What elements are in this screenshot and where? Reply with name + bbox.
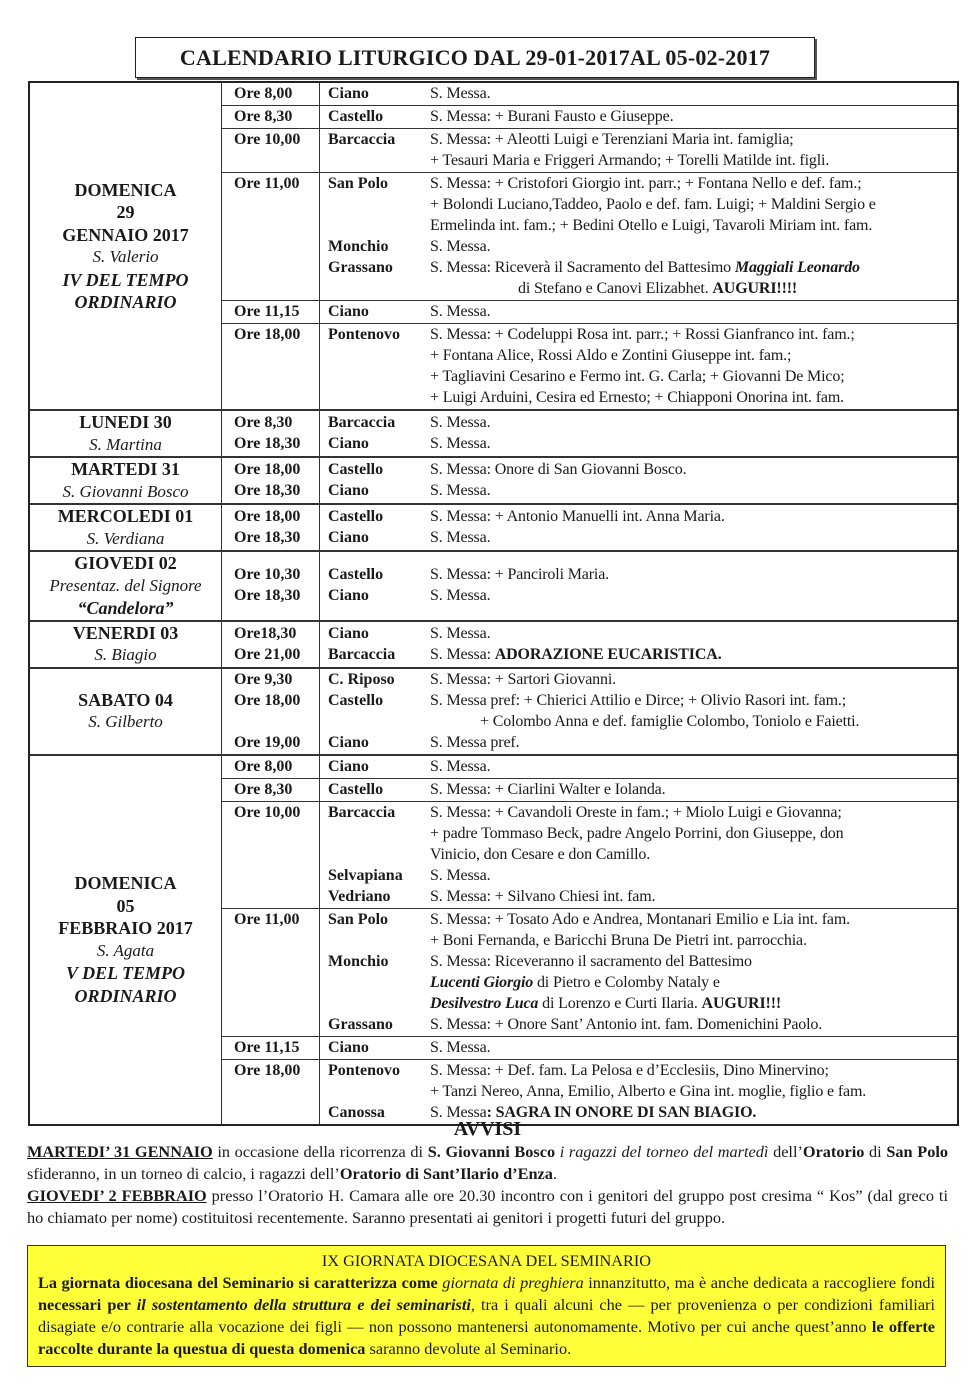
mass-intentions: + Tagliavini Cesarino e Fermo int. G. Carla; + Giovanni De Mico; [430,368,845,385]
mass-intentions: S. Messa. [430,866,491,884]
mass-intentions: S. Messa. [430,529,491,546]
mass-intentions: S. Messa. [430,587,491,605]
mass-intentions: Ermelinda int. fam.; + Bedini Otello e Luigi, Tavaroli Miriam int. fam. [430,217,873,234]
mass-intentions: + Bolondi Luciano,Taddeo, Paolo e def. fam. Luigi; + Maldini Sergio e [430,196,876,213]
mass-list [222,756,957,1124]
calendar-title: CALENDARIO LITURGICO DAL 29-01-2017AL 05-02-2017 [135,37,815,78]
mass-time [222,972,320,993]
text-segment: S. Messa [430,1103,487,1121]
day-label-line: S. Valerio [92,247,159,266]
mass-intentions: + Fontana Alice, Rossi Aldo e Zontini Giuseppe int. fam.; [430,347,792,364]
text-segment: . [552,1164,557,1183]
mass-line [222,623,957,644]
mass-time-block [222,756,957,779]
mass-line [222,886,957,907]
mass-time: Ore 18,30 [234,482,301,499]
text-segment: di Stefano e Canovi Elizabhet. [518,280,713,297]
mass-place: Grassano [328,259,393,276]
mass-intentions: S. Messa: + Sartori Giovanni. [430,670,616,688]
mass-time [222,865,320,886]
mass-list [222,505,957,550]
mass-line [222,129,957,150]
mass-line [222,711,957,732]
day-label-line: MERCOLEDI 01 [57,506,194,526]
mass-time [222,150,320,171]
day-label-line: MARTEDI 31 [71,459,180,479]
mass-time: Ore 18,00 [234,326,301,343]
mass-intentions: + Colombo Anna e def. famiglie Colombo, Toniolo e Faietti. [480,712,860,730]
mass-intentions: + padre Tommaso Beck, padre Angelo Porrini, don Giuseppe, don [430,824,844,842]
mass-line [222,732,957,753]
text-segment: i ragazzi del torneo del martedì [559,1142,769,1161]
mass-time-block [222,301,957,324]
mass-line [222,644,957,665]
mass-place: Monchio [328,952,389,970]
mass-intentions: S. Messa: + Def. fam. La Pelosa e d’Ecclesiis, Dino Minervino; [430,1061,829,1079]
text-segment: saranno devolute al Seminario. [365,1339,572,1358]
mass-time: Ore 10,00 [234,131,301,148]
mass-line [222,106,957,127]
mass-time: Ore 10,00 [234,803,301,821]
mass-time: Ore 18,00 [234,461,301,478]
mass-intentions [428,972,957,993]
mass-time: Ore 18,30 [234,529,301,546]
mass-place: Ciano [328,85,369,102]
mass-time: Ore 11,00 [234,910,300,928]
mass-place: Ciano [328,733,369,751]
seminary-title: IX GIORNATA DIOCESANA DEL SEMINARIO [321,1251,652,1270]
mass-line [222,1037,957,1058]
day-label-line: S. Gilberto [88,712,163,731]
mass-intentions: + Tesauri Maria e Friggeri Armando; + Torelli Matilde int. figli. [430,152,830,169]
mass-line [222,257,957,278]
day-label-line: DOMENICA [74,873,177,893]
text-segment: sfideranno, in un torneo di calcio, i ragazzi dell’ [27,1164,340,1183]
mass-time: Ore 8,00 [234,757,293,775]
text-segment: La giornata diocesana del Seminario si caratterizza come [38,1273,443,1292]
mass-line [222,433,957,454]
day-label-line: ORDINARIO [74,985,177,1006]
liturgical-calendar-table [28,81,959,1126]
mass-place: Ciano [328,529,369,546]
day-row [30,411,957,458]
mass-time [222,366,320,387]
text-segment: necessari per [38,1295,137,1314]
day-label-line: GENNAIO 2017 [62,224,189,245]
text-segment: AUGURI!!!! [712,280,798,297]
mass-time [222,257,320,278]
text-segment: Desilvestro Luca [430,994,539,1012]
mass-place: Pontenovo [328,1061,400,1079]
day-row [30,505,957,552]
notices-section [27,1117,948,1229]
mass-time [222,278,320,299]
mass-intentions: S. Messa: + Onore Sant’ Antonio int. fam. Domenichini Paolo. [430,1015,823,1033]
mass-place [320,823,428,844]
mass-intentions: S. Messa. [430,303,491,320]
mass-line [222,669,957,690]
mass-place: C. Riposo [328,670,395,688]
day-label [30,756,222,1124]
mass-time [222,345,320,366]
mass-line [222,1060,957,1081]
mass-intentions: S. Messa: + Aleotti Luigi e Terenziani Maria int. famiglia; [430,131,794,148]
day-row [30,83,957,411]
mass-line [222,585,957,606]
mass-time-block [222,623,957,666]
mass-intentions: S. Messa. [430,238,491,255]
mass-time [222,930,320,951]
mass-place: Ciano [328,624,369,642]
text-segment: MARTEDI’ 31 GENNAIO [27,1142,213,1161]
text-segment: AUGURI!!! [701,994,782,1012]
mass-time-block [222,669,957,754]
mass-intentions: S. Messa: + Tosato Ado e Andrea, Montanari Emilio e Lia int. fam. [430,910,851,928]
day-label [30,669,222,754]
mass-intentions: + Boni Fernanda, e Baricchi Bruna De Pietri int. parrocchia. [430,931,807,949]
mass-place [320,930,428,951]
mass-time: Ore 18,00 [234,691,301,709]
mass-time: Ore 11,15 [234,303,300,320]
mass-list [222,669,957,754]
mass-intentions: S. Messa: + Codeluppi Rosa int. parr.; + Rossi Gianfranco int. fam.; [430,326,855,343]
day-label-line: “Candelora” [77,598,174,618]
mass-place: San Polo [328,175,389,192]
day-label-line: VENERDI 03 [72,622,179,643]
mass-line [222,993,957,1014]
mass-time [222,387,320,408]
mass-time: Ore 8,30 [234,780,293,798]
mass-time: Ore 8,00 [234,85,293,102]
mass-line [222,194,957,215]
mass-place: Castello [328,461,384,478]
mass-intentions: S. Messa. [430,624,491,642]
mass-intentions: S. Messa: + Silvano Chiesi int. fam. [430,887,656,905]
mass-intentions: S. Messa: Riceveranno il sacramento del Battesimo [430,952,752,970]
mass-time [222,1081,320,1102]
mass-line [222,278,957,299]
text-segment: S. Messa: Riceverà il Sacramento del Battesimo [430,259,735,276]
mass-line [222,690,957,711]
mass-line [222,1081,957,1102]
notices-title: AVVISI [453,1118,522,1140]
mass-intentions: S. Messa: + Antonio Manuelli int. Anna Maria. [430,508,725,525]
mass-line [222,173,957,194]
day-label-line: S. Agata [96,940,155,960]
day-row [30,669,957,756]
mass-time [222,823,320,844]
mass-time-block [222,564,957,607]
mass-list [222,552,957,620]
mass-time-block [222,909,957,1037]
mass-list [222,411,957,456]
mass-place [320,194,428,215]
mass-intentions: S. Messa. [430,1038,491,1056]
day-label-line: S. Verdiana [86,528,165,548]
mass-place: Ciano [328,435,369,452]
text-segment: in occasione della ricorrenza di [212,1142,428,1161]
mass-time-block [222,1060,957,1124]
mass-place: Monchio [328,238,389,255]
mass-time [222,993,320,1014]
mass-time-block [222,459,957,502]
mass-place: San Polo [328,910,389,928]
mass-intentions [428,644,957,665]
mass-line [222,844,957,865]
text-segment: giornata di preghiera [442,1273,584,1292]
mass-place [320,1081,428,1102]
mass-time-block [222,506,957,549]
mass-time: Ore 19,00 [234,733,301,751]
mass-time [222,215,320,236]
mass-time [222,711,320,732]
mass-time: Ore 9,30 [234,670,293,688]
text-segment: Maggiali Leonardo [734,259,860,276]
mass-time-block [222,324,957,409]
mass-time [222,844,320,865]
mass-intentions: S. Messa: Onore di San Giovanni Bosco. [430,461,687,478]
mass-line [222,930,957,951]
mass-time: Ore18,30 [234,624,297,642]
mass-place: Pontenovo [328,326,400,343]
mass-intentions: + Luigi Arduini, Cesira ed Ernesto; + Chiapponi Onorina int. fam. [430,389,845,406]
mass-place: Selvapiana [328,866,403,884]
text-segment: San Polo [886,1142,949,1161]
text-segment: S. Giovanni Bosco [427,1142,556,1161]
text-segment: Lucenti Giorgio [430,973,534,991]
mass-place: Barcaccia [328,803,396,821]
text-segment: S. Messa: [430,645,495,663]
mass-time-block [222,412,957,455]
mass-intentions: S. Messa. [430,757,491,775]
day-row [30,756,957,1124]
mass-line [222,823,957,844]
day-label-line: DOMENICA [74,179,177,200]
mass-time [222,951,320,972]
mass-place: Castello [328,108,384,125]
day-label-line: SABATO 04 [78,689,173,710]
mass-place: Castello [328,780,384,798]
mass-place: Ciano [328,1038,369,1056]
mass-place [320,366,428,387]
mass-place: Castello [328,691,384,709]
day-label [30,458,222,503]
day-label-line: FEBBRAIO 2017 [58,918,193,938]
mass-line [222,345,957,366]
mass-place [320,993,428,1014]
mass-intentions: S. Messa pref: + Chierici Attilio e Dirce; + Olivio Rasori int. fam.; [430,691,847,709]
mass-line [222,215,957,236]
mass-intentions: Vinicio, don Cesare e don Camillo. [430,845,651,863]
mass-line [222,83,957,104]
mass-line [222,459,957,480]
mass-intentions: S. Messa. [430,414,491,431]
mass-place: Barcaccia [328,414,396,431]
mass-place: Barcaccia [328,645,396,663]
mass-place [320,711,428,732]
day-label-line: ORDINARIO [74,292,177,312]
day-label-line: S. Giovanni Bosco [62,481,189,501]
mass-intentions: S. Messa: + Ciarlini Walter e Iolanda. [430,780,666,798]
day-label-line: S. Biagio [94,645,157,664]
mass-time-block [222,83,957,106]
mass-time: Ore 8,30 [234,108,293,125]
day-row [30,622,957,669]
day-label [30,552,222,620]
mass-line [222,1014,957,1035]
mass-time [222,236,320,257]
seminary-day-box [27,1245,946,1367]
text-segment: di Lorenzo e Curti Ilaria. [538,994,702,1012]
mass-time: Ore 18,30 [234,435,301,452]
mass-line [222,802,957,823]
text-segment: le offerte raccolte durante la questua di questa domenica [38,1317,935,1358]
mass-place: Ciano [328,587,369,605]
text-segment: dell’ [768,1142,803,1161]
text-segment: innanzitutto, ma è anche dedicata a raccogliere fondi [583,1273,935,1292]
mass-place [320,215,428,236]
mass-time-block [222,129,957,173]
day-label-line: 29 [116,202,135,222]
text-segment: di [864,1142,887,1161]
seminary-body [38,1272,935,1360]
mass-line [222,324,957,345]
text-segment: , tra i quali alcuni che — per provenienza o per condizioni familiari disagiate e/o contrarie alla vocazione dei figli — non possono mantenersi autonomamente. Motivo per cui anche quest’anno [38,1295,935,1336]
mass-line [222,236,957,257]
mass-line [222,779,957,800]
mass-place: Barcaccia [328,131,396,148]
mass-list [222,458,957,503]
mass-time [222,1014,320,1035]
text-segment: presso l’Oratorio H. Camara alle ore 20.30 incontro con i genitori del gruppo post cresima “ Kos” (dal greco ti ho chiamato per nome) costituitosi recentemente. Saranno presentati ai genitori i progetti futuri del gruppo. [27,1186,948,1227]
mass-line [222,972,957,993]
day-label-line: 05 [116,895,135,916]
mass-time-block [222,802,957,909]
notice-paragraph [27,1185,948,1229]
day-label [30,505,222,550]
mass-intentions: S. Messa pref. [430,733,520,751]
text-segment: Oratorio di Sant’Ilario d’Enza [339,1164,553,1183]
text-segment: di Pietro e Colomby Nataly e [533,973,720,991]
mass-time: Ore 10,30 [234,566,301,584]
mass-line [222,412,957,433]
mass-time [222,194,320,215]
mass-line [222,564,957,585]
day-label-line: Presentaz. del Signore [49,575,202,595]
mass-place: Ciano [328,482,369,499]
day-label [30,411,222,456]
text-segment: ADORAZIONE EUCARISTICA. [494,645,722,663]
mass-line [222,301,957,322]
mass-line [222,366,957,387]
text-segment: GIOVEDI’ 2 FEBBRAIO [27,1186,207,1205]
day-label-line: LUNEDI 30 [79,412,172,432]
day-row [30,458,957,505]
mass-intentions [428,993,957,1014]
mass-line [222,951,957,972]
mass-time-block [222,106,957,129]
mass-time: Ore 18,30 [234,587,301,605]
mass-place [320,387,428,408]
mass-time [222,886,320,907]
mass-intentions: S. Messa: + Panciroli Maria. [430,566,610,584]
mass-intentions: + Tanzi Nereo, Anna, Emilio, Alberto e Gina int. moglie, figlio e fam. [430,1082,867,1100]
mass-place [320,972,428,993]
text-segment: Oratorio [802,1142,865,1161]
mass-line [222,387,957,408]
day-label [30,622,222,667]
mass-time: Ore 21,00 [234,645,301,663]
mass-place: Canossa [328,1103,385,1121]
mass-time-block [222,173,957,301]
mass-time: Ore 11,15 [234,1038,300,1056]
day-row [30,552,957,622]
text-segment: il sostentamento della struttura e dei seminaristi [136,1295,471,1314]
mass-time-block [222,779,957,802]
mass-line [222,150,957,171]
day-label-line: IV DEL TEMPO [62,269,189,290]
mass-time: Ore 11,00 [234,175,300,192]
mass-line [222,756,957,777]
mass-place [320,278,428,299]
mass-place [320,150,428,171]
mass-place: Ciano [328,303,369,320]
mass-place: Grassano [328,1015,393,1033]
mass-place: Vedriano [328,887,391,905]
day-label [30,83,222,409]
day-label-line: GIOVEDI 02 [74,553,177,573]
mass-place: Castello [328,566,384,584]
mass-intentions [428,278,957,299]
mass-line [222,527,957,548]
day-label-line: S. Martina [89,434,162,454]
mass-intentions: S. Messa. [430,435,491,452]
mass-place [320,844,428,865]
mass-list [222,83,957,409]
mass-place: Ciano [328,757,369,775]
mass-time-block [222,1037,957,1060]
mass-line [222,480,957,501]
mass-intentions: S. Messa: + Cristofori Giorgio int. parr.; + Fontana Nello e def. fam.; [430,175,862,192]
mass-time: Ore 18,00 [234,1061,301,1079]
mass-intentions: S. Messa. [430,85,491,102]
mass-intentions [428,257,957,278]
mass-line [222,506,957,527]
mass-intentions: S. Messa: + Burani Fausto e Giuseppe. [430,108,674,125]
mass-intentions: S. Messa. [430,482,491,499]
notice-paragraph [27,1141,948,1185]
mass-intentions: S. Messa: + Cavandoli Oreste in fam.; + Miolo Luigi e Giovanna; [430,803,842,821]
mass-line [222,909,957,930]
mass-place [320,345,428,366]
mass-list [222,622,957,667]
text-segment: : SAGRA IN ONORE DI SAN BIAGIO. [486,1103,757,1121]
day-label-line: V DEL TEMPO [65,963,185,983]
mass-place: Castello [328,508,384,525]
mass-line [222,865,957,886]
mass-time: Ore 18,00 [234,508,301,525]
mass-time: Ore 8,30 [234,414,293,431]
